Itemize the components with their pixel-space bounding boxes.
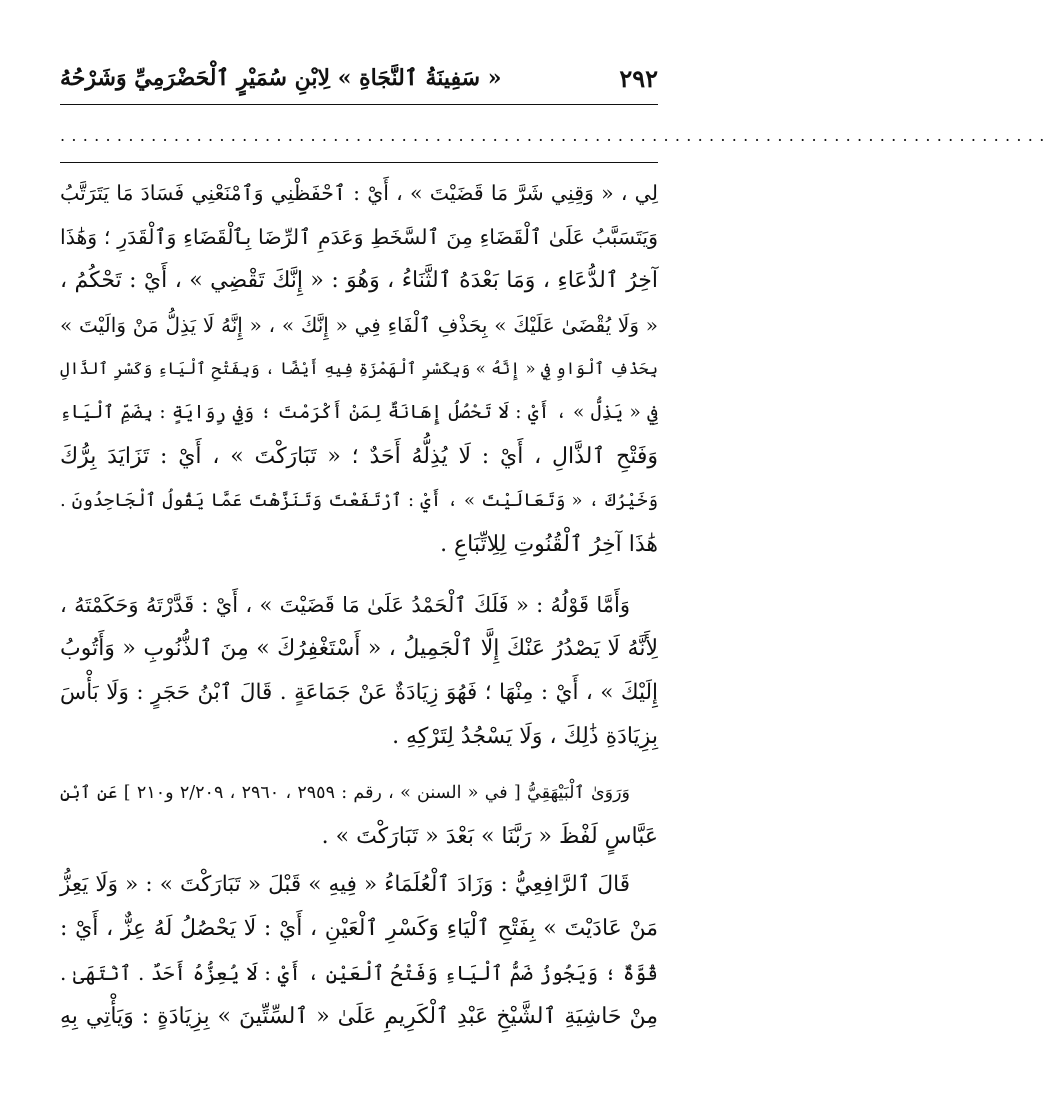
text-line: مِنْ حَاشِيَةِ ٱلشَّيْخِ عَبْدِ ٱلْكَرِيمِ عَلَىٰ « ٱلسِّتِّينَ » بِزِيَادَةٍ : وَيَأْتِي بِهِ <box>60 1004 658 1029</box>
text-line: وَفَتْحِ ٱلذَّالِ ، أَيْ : لَا يُذِلُّهُ أَحَدٌ ؛ « تَبَارَكْتَ » ، أَيْ : تَزَايَدَ بِرُّكَ <box>60 444 658 469</box>
text-line: لِأَنَّهُ لَا يَصْدُرُ عَنْكَ إِلَّا ٱلْجَمِيلُ ، « أَسْتَغْفِرُكَ » مِنَ ٱلذُّنُوبِ « وَأَتُوبُ <box>60 636 658 661</box>
text-line: وَأَمَّا قَوْلُهُ : « فَلَكَ ٱلْحَمْدُ عَلَىٰ مَا قَضَيْتَ » ، أَيْ : قَدَّرْتَهُ وَحَكَمْتَهُ ، <box>60 593 630 617</box>
separator-rule <box>60 162 658 163</box>
text-line: مَنْ عَادَيْتَ » بِفَتْحِ ٱلْيَاءِ وَكَسْرِ ٱلْعَيْنِ ، أَيْ : لَا يَحْصُلُ لَهُ عِزٌّ ، أَيْ : <box>60 916 658 941</box>
text-line: وَخَيْرُكَ ، « وَتَعَالَيْتَ » ، أَيْ : ٱرْتَفَعْتَ وَتَنَزَّهْتَ عَمَّا يَقُولُ ٱلْجَاحِدُونَ . <box>60 490 658 511</box>
text-line: عَبَّاسٍ لَفْظَ « رَبَّنَا » بَعْدَ « تَبَارَكْتَ » . <box>321 824 658 849</box>
running-title: « سَفِينَةُ ٱلنَّجَاةِ » لِابْنِ سُمَيْرٍ ٱلْحَضْرَمِيِّ وَشَرْحُهُ <box>60 65 502 91</box>
text-line: فِي « يَذِلُّ » ، أَيْ : لَا تَحْصُلُ إِهَانَةٌ لِمَنْ أَكْرَمْتَ ؛ وَفِي رِوَايَةٍ : بِضَمِّ ٱلْيَاءِ <box>60 402 658 423</box>
text-line: وَيَتَسَبَّبُ عَلَىٰ ٱلْقَضَاءِ مِنَ ٱلسَّخَطِ وَعَدَمِ ٱلرِّضَا بِٱلْقَضَاءِ وَٱلْقَدَرِ ؛ وَهَٰذَا <box>60 225 658 249</box>
text-line: « وَلَا يُقْضَىٰ عَلَيْكَ » بِحَذْفِ ٱلْفَاءِ فِي « إِنَّكَ » ، « إِنَّهُ لَا يَذِلُّ مَنْ وَالَيْتَ » <box>60 313 658 337</box>
header-rule <box>60 104 658 105</box>
text-line: إِلَيْكَ » ، أَيْ : مِنْهَا ؛ فَهُوَ زِيَادَةٌ عَنْ جَمَاعَةٍ . قَالَ ٱبْنُ حَجَرٍ : وَلَا بَأْسَ <box>60 680 658 705</box>
text-line: قَالَ ٱلرَّافِعِيُّ : وَزَادَ ٱلْعُلَمَاءُ « فِيهِ » قَبْلَ « تَبَارَكْتَ » : « وَلَا يَعِزُّ <box>60 872 630 897</box>
text-line: بِحَذْفِ ٱلْوَاوِ فِي « إِنَّهُ » وَبِكَسْرِ ٱلْهَمْزَةِ فِيهِ أَيْضًا ، وَبِفَتْحِ ٱلْيَاءِ وَكَسْرِ ٱلذَّالِ <box>60 359 658 378</box>
text-line: وَرَوَىٰ ٱلْبَيْهَقِيُّ [ في « السنن » ، رقم : ٢٩٥٩ ، ٢٩٦٠ ، ٢/٢٠٩ و٢١٠ ] عَنِ ٱبْنِ <box>60 783 631 803</box>
text-line: هَٰذَا آخِرُ ٱلْقُنُوتِ لِلِاتِّبَاعِ . <box>440 532 658 557</box>
page-number: ٢٩٢ <box>619 63 658 93</box>
running-head <box>60 58 658 98</box>
text-line: قُوَّةٌ ؛ وَيَجُوزُ ضَمُّ ٱلْيَاءِ وَفَتْحُ ٱلْعَيْنِ ، أَيْ : لَا يُعِزُّهُ أَحَدٌ . ٱنْتَهَىٰ . <box>60 961 658 985</box>
text-line: بِزِيَادَةِ ذَٰلِكَ ، وَلَا يَسْجُدُ لِتَرْكِهِ . <box>392 724 658 749</box>
text-line: آخِرُ ٱلدُّعَاءِ ، وَمَا بَعْدَهُ ٱلثَّنَاءُ ، وَهُوَ : « إِنَّكَ تَقْضِي » ، أَيْ : تَحْكُمُ ، <box>60 268 658 293</box>
text-line: لِي ، « وَقِنِي شَرَّ مَا قَضَيْتَ » ، أَيْ : ٱحْفَظْنِي وَٱمْنَعْنِي فَسَادَ مَا يَتَرَتَّبُ <box>60 181 658 205</box>
omission-dots: ....................................................................................... <box>60 126 1051 145</box>
